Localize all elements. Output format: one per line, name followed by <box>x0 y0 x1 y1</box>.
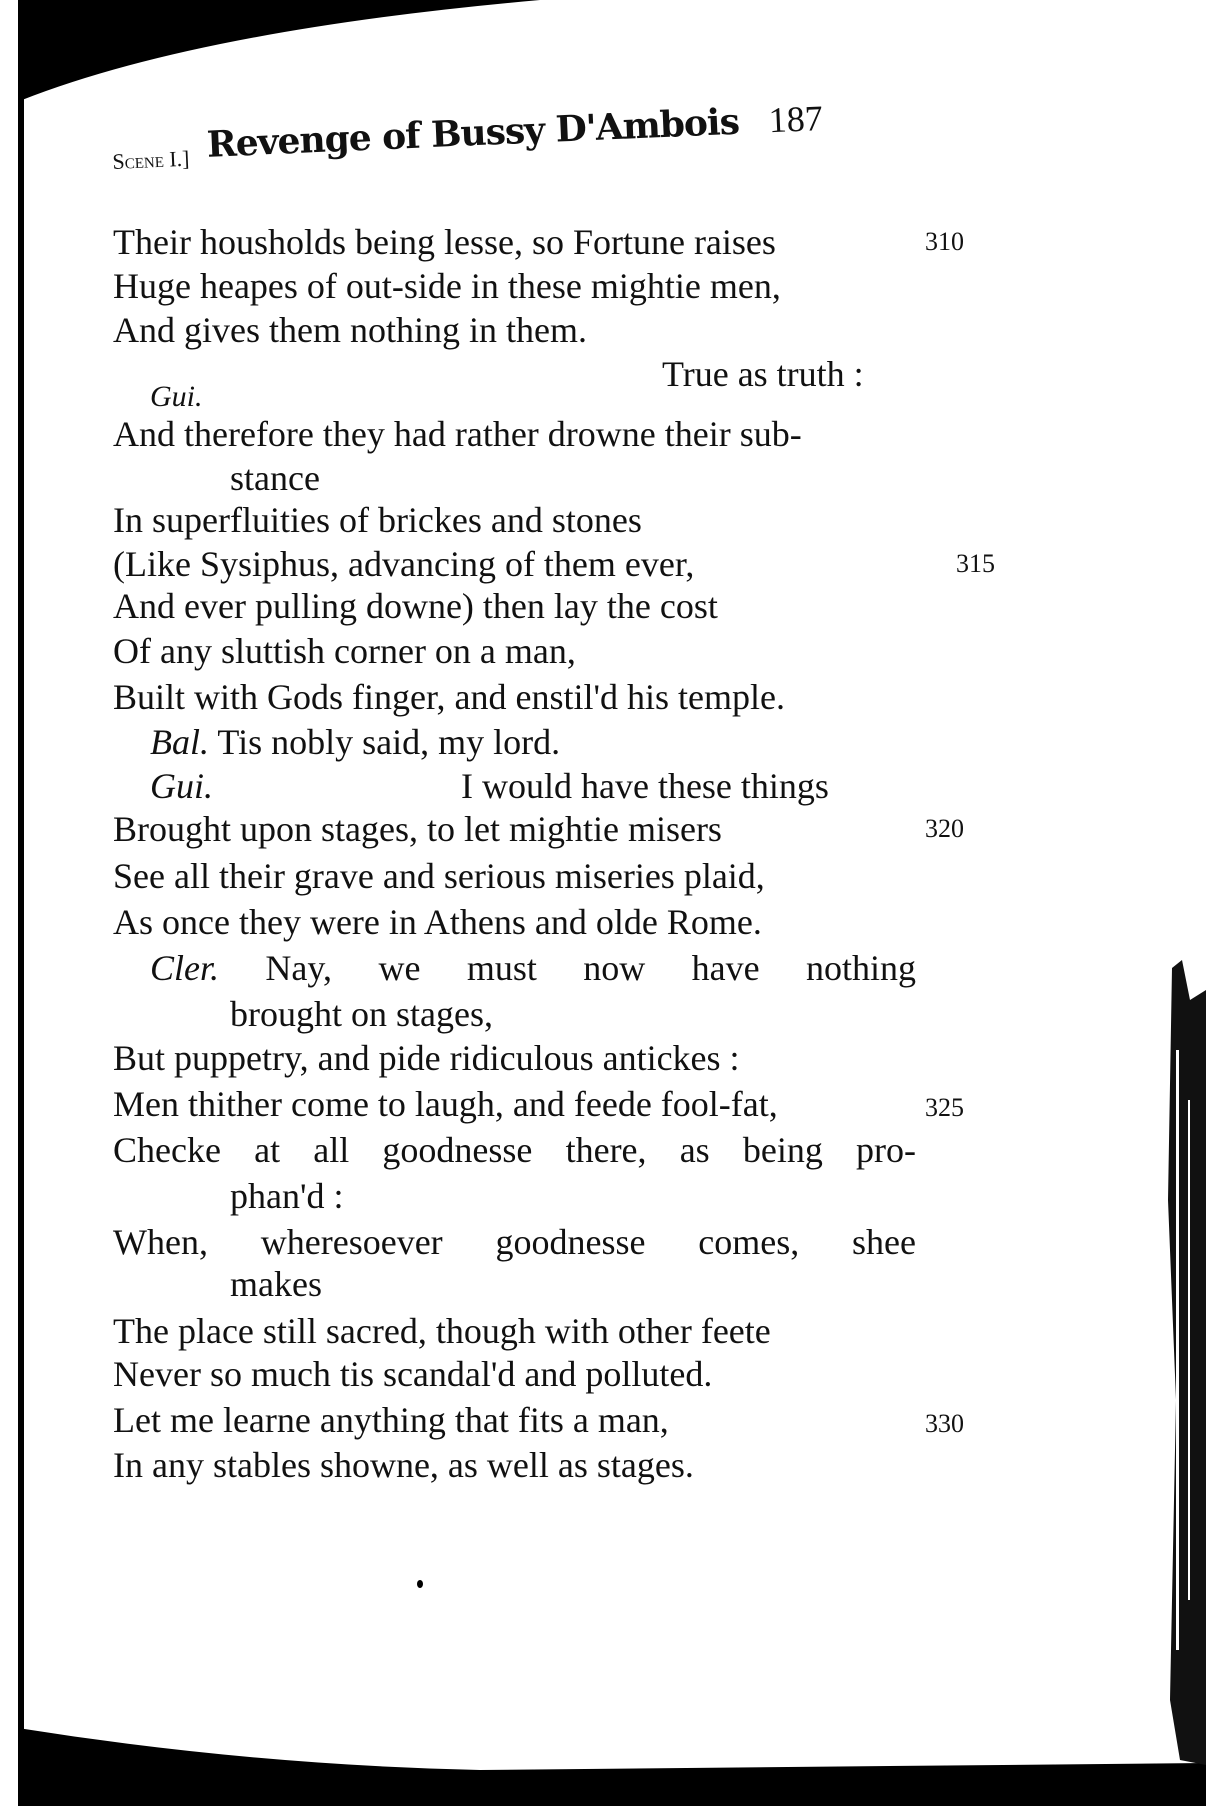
line-number: 320 <box>925 814 964 843</box>
line-number: 325 <box>925 1093 964 1122</box>
ink-speck <box>417 1580 423 1588</box>
verse-line: But puppetry, and pide ridiculous antickes : <box>113 1038 740 1078</box>
verse-line: When, wheresoever goodnesse comes, shee <box>113 1222 916 1262</box>
verse-line <box>150 722 560 762</box>
verse-line <box>150 948 916 988</box>
verse-line: And gives them nothing in them. <box>113 310 587 350</box>
right-edge-noise <box>1168 960 1206 1765</box>
verse-line: (Like Sysiphus, advancing of them ever, <box>113 544 695 584</box>
verse-line: brought on stages, <box>230 994 493 1034</box>
verse-line: Of any sluttish corner on a man, <box>113 631 576 671</box>
verse-line: stance <box>230 458 320 498</box>
speaker: Bal. <box>150 722 209 762</box>
verse-line: Their housholds being lesse, so Fortune raises <box>113 222 776 262</box>
verse-line: Built with Gods finger, and enstil'd his temple. <box>113 677 785 717</box>
verse-line: phan'd : <box>230 1176 344 1216</box>
verse-line: Never so much tis scandal'd and polluted. <box>113 1354 713 1394</box>
top-left-shadow <box>18 0 540 100</box>
verse-line: Let me learne anything that fits a man, <box>113 1400 669 1440</box>
verse-line: makes <box>230 1264 322 1304</box>
running-header <box>111 97 824 175</box>
verse-line: Huge heapes of out-side in these mightie men, <box>113 266 781 306</box>
speaker: Gui. <box>150 766 213 806</box>
page-number: 187 <box>767 97 824 141</box>
verse-line: Checke at all goodnesse there, as being pro- <box>113 1130 916 1170</box>
verse-line: Men thither come to laugh, and feede fool-fat, <box>113 1084 778 1124</box>
verse-line: As once they were in Athens and olde Rome. <box>113 902 762 942</box>
verse-line: True as truth : <box>662 354 864 394</box>
line-number: 310 <box>925 227 964 256</box>
scene-label: Scene I.] <box>111 145 190 174</box>
left-edge-shadow <box>18 0 24 1740</box>
verse-line: The place still sacred, though with other feete <box>113 1311 771 1351</box>
verse-line: In superfluities of brickes and stones <box>113 500 642 540</box>
speaker: Gui. <box>150 380 203 413</box>
verse-line: I would have these things <box>461 766 829 806</box>
verse-line: In any stables showne, as well as stages. <box>113 1445 694 1485</box>
verse-line: And ever pulling downe) then lay the cost <box>113 586 718 626</box>
verse-line: Brought upon stages, to let mightie misers <box>113 809 722 849</box>
verse-line: See all their grave and serious miseries plaid, <box>113 856 765 896</box>
line-number: 315 <box>956 549 995 578</box>
running-title: Revenge of Bussy D'Ambois <box>205 100 740 166</box>
verse-line: And therefore they had rather drowne their sub- <box>113 414 802 454</box>
speech: Tis nobly said, my lord. <box>217 722 561 762</box>
bottom-shadow <box>0 1728 1206 1806</box>
speaker: Cler. <box>150 948 220 988</box>
line-number: 330 <box>925 1409 964 1438</box>
speech: Nay, we must now have nothing <box>265 948 917 988</box>
